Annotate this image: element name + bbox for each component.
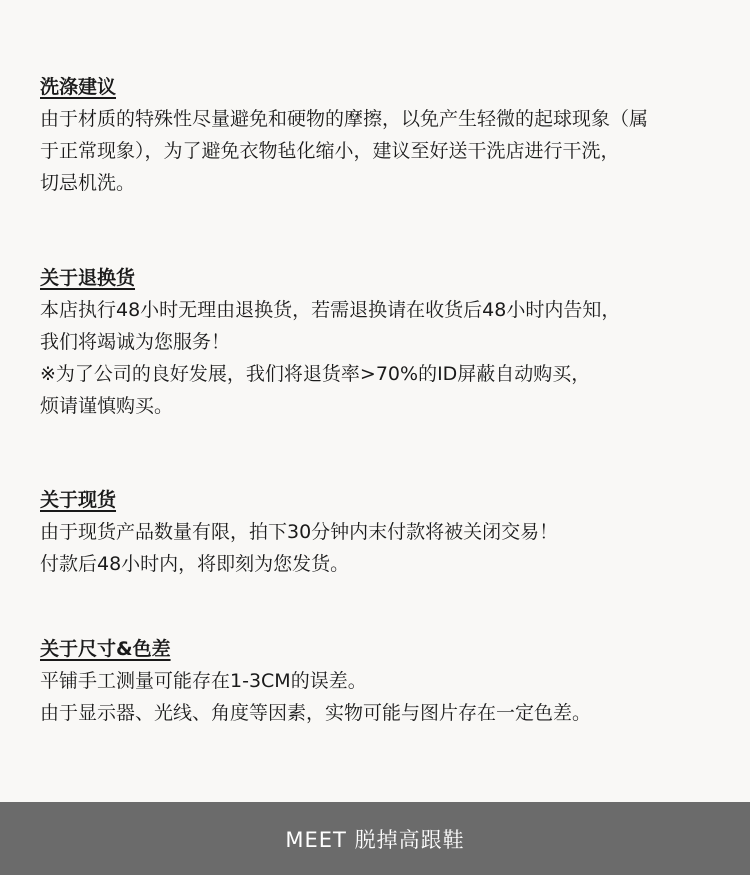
washing-line-3: 切忌机洗。	[40, 172, 136, 194]
return-line-4: 烦请谨慎购买。	[40, 395, 174, 417]
size-color-title: 关于尺寸&色差	[40, 638, 171, 660]
stock-title: 关于现货	[40, 489, 117, 511]
brand-footer	[0, 802, 750, 875]
return-line-2: 我们将竭诚为您服务！	[40, 331, 231, 353]
return-title: 关于退换货	[40, 267, 136, 289]
washing-section	[40, 71, 720, 199]
return-line-1: 本店执行48小时无理由退换货，若需退换请在收货后48小时内告知，	[40, 299, 621, 321]
washing-title: 洗涤建议	[40, 76, 117, 98]
stock-line-2: 付款后48小时内，将即刻为您发货。	[40, 553, 350, 575]
stock-section	[40, 484, 720, 580]
footer-brand-text: MEET 脱掉高跟鞋	[285, 827, 465, 852]
washing-line-1: 由于材质的特殊性尽量避免和硬物的摩擦，以免产生轻微的起球现象（属	[40, 108, 649, 130]
size-color-line-2: 由于显示器、光线、角度等因素，实物可能与图片存在一定色差。	[40, 702, 592, 724]
return-section	[40, 262, 720, 422]
size-color-line-1: 平铺手工测量可能存在1-3CM的误差。	[40, 670, 367, 692]
washing-line-2: 于正常现象），为了避免衣物毡化缩小，建议至好送干洗店进行干洗，	[40, 140, 620, 162]
return-line-3: ※为了公司的良好发展，我们将退货率>70%的ID屏蔽自动购买，	[40, 363, 591, 385]
size-color-section	[40, 633, 720, 729]
stock-line-1: 由于现货产品数量有限，拍下30分钟内末付款将被关闭交易！	[40, 521, 559, 543]
